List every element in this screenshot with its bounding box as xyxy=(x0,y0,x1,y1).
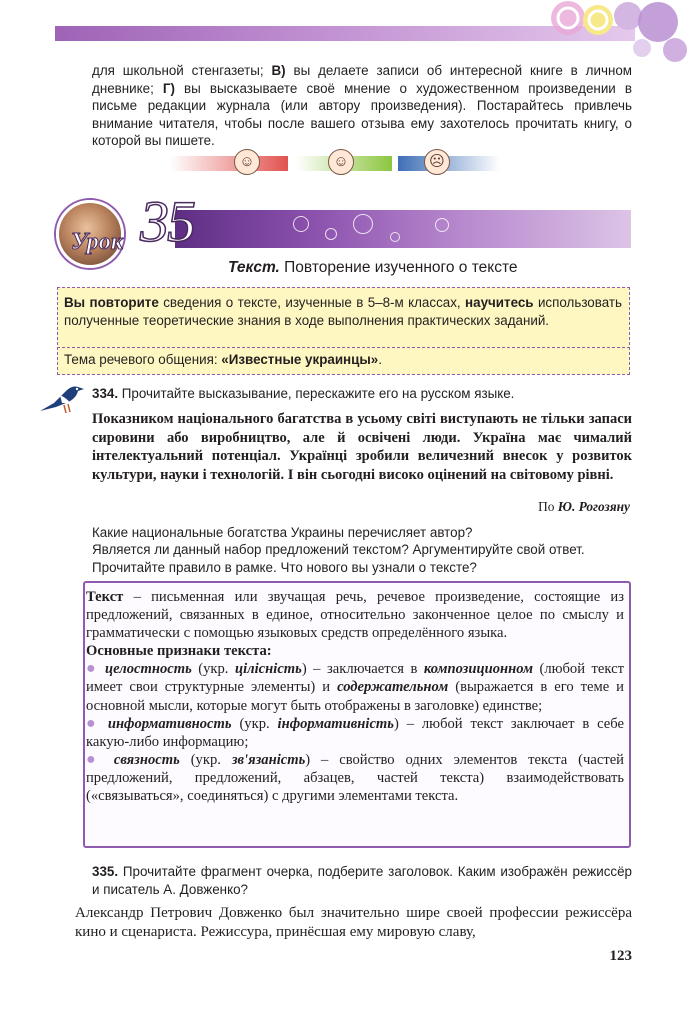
top-paragraph: для школьной стенгазеты; В) вы делаете записи об интересной книге в личном дневнике; Г) вы высказываете своё мнение о художественном произведении в письме редакции журнала (или автору произведения). Постарайтесь привлечь внимание читателя, чтобы после вашего отзыва ему захотелось прочитать книгу, о которой вы пишете. xyxy=(92,63,632,149)
page-number: 123 xyxy=(609,948,632,964)
exercise-334-instruction: 334. Прочитайте высказывание, перескажите его на русском языке. xyxy=(92,386,515,401)
goals-text: Вы повторите сведения о тексте, изученные в 5–8-м классах, научитесь использовать полученные теоретические знания в ходе выполнения практических заданий. xyxy=(64,295,622,328)
exercise-334-questions xyxy=(92,524,585,576)
bullet-icon: ● xyxy=(86,714,100,732)
exercise-335-instruction: 335. Прочитайте фрагмент очерка, подберите заголовок. Каким изображён режиссёр и писатель А. Довженко? xyxy=(92,864,632,897)
bird-icon xyxy=(36,381,86,415)
bullet-icon: ● xyxy=(86,660,99,678)
rule-feature-2: ● информативность (укр. інформативність) – любой текст заключает в себе какую-либо информацию; xyxy=(86,714,624,750)
goals-divider xyxy=(57,347,630,348)
lesson-title: Текст. Повторение изученного о тексте xyxy=(228,259,518,276)
exercise-335-text: Александр Петрович Довженко был значительно шире своей профессии режиссёра кино и сценариста. Режиссура, принёсшая ему мировую славу, xyxy=(75,905,632,940)
rule-feature-1: ● целостность (укр. цілісність) – заключается в композиционном (любой текст имеет свои структурные элементы) и содержательном (выражается в его теме и основной мысли, которые могут быть отображены в заголовке) единстве; xyxy=(86,660,624,714)
lesson-header-bar xyxy=(175,210,631,248)
goals-theme: Тема речевого общения: «Известные украинцы». xyxy=(64,352,382,367)
question-item: Какие национальные богатства Украины перечисляет автор? xyxy=(92,525,473,540)
bullet-icon: ● xyxy=(86,750,103,768)
strip-red xyxy=(170,156,288,171)
question-item: Является ли данный набор предложений текстом? Аргументируйте свой ответ. xyxy=(92,542,585,558)
lesson-word: Урок xyxy=(71,229,123,255)
face-smile-icon: ☺ xyxy=(328,149,354,175)
rule-features-heading: Основные признаки текста: xyxy=(86,643,272,660)
question-item: Прочитайте правило в рамке. Что нового вы узнали о тексте? xyxy=(92,559,477,575)
lesson-number: 35 xyxy=(140,189,194,254)
rule-text xyxy=(86,588,624,805)
exercise-334-quote: Показником національного багатства в усьому світі виступають не тільки запаси сировини або виробництво, але й освічені люди. Україна має чималий інтелектуальний потенціал. Українці зробили величезний внесок у розвиток культури, науки і технологій. І він сьогодні високо оцінений на світовому рівні. xyxy=(92,411,632,483)
quote-author: По Ю. Рогозяну xyxy=(538,499,630,514)
face-happy-icon: ☺ xyxy=(234,149,260,175)
rule-definition: Текст – письменная или звучащая речь, речевое произведение, состоящие из предложений, связанных в единое, относительно законченное целое по смыслу и грамматически с помощью языковых средств определённого языка. xyxy=(86,589,624,642)
decorative-circles xyxy=(530,0,690,62)
rule-feature-3: ● связность (укр. зв'язаність) – свойство одних элементов текста (частей предложений, предложений, абзацев, частей текста) взаимодействовать («связываться», соединяться) с другими элементами текста. xyxy=(86,750,624,805)
face-sad-icon: ☹ xyxy=(424,149,450,175)
